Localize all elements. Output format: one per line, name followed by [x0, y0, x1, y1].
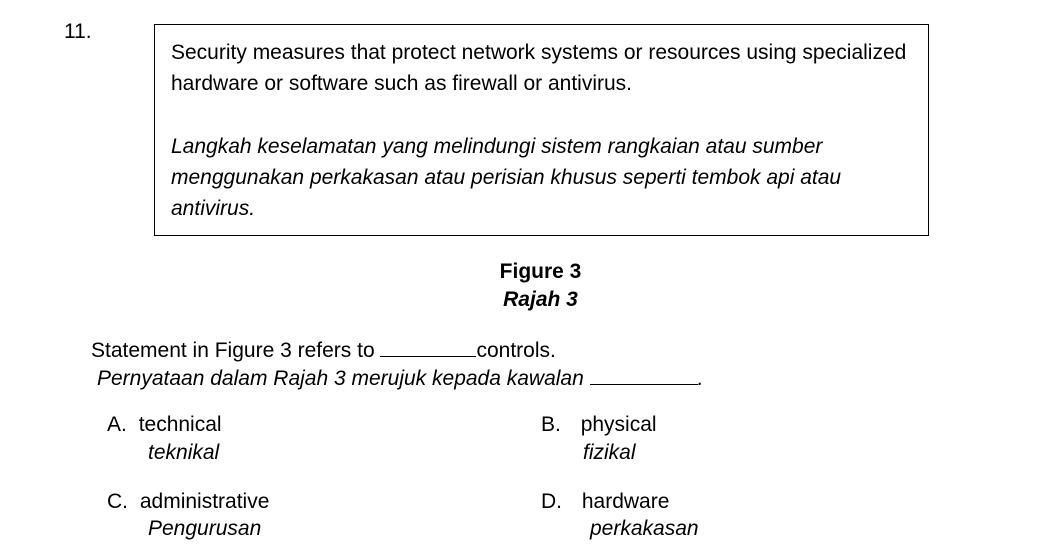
- statement-malay-before: Pernyataan dalam Rajah 3 merujuk kepada kawalan: [97, 367, 590, 390]
- statement-malay-after: .: [697, 367, 704, 390]
- statement-malay: [97, 366, 703, 391]
- figure-text-english: Security measures that protect network systems or resources using specialized hardware or software such as firewall or antivirus.: [171, 41, 907, 95]
- option-a-translation: [148, 441, 219, 465]
- question-number: 11.: [64, 20, 92, 43]
- answer-blank-malay: [590, 366, 698, 385]
- figure-box: [154, 24, 929, 236]
- figure-caption-malay: Rajah 3: [503, 288, 578, 311]
- option-b-sub: fizikal: [583, 441, 636, 464]
- figure-caption: Figure 3: [499, 260, 582, 283]
- option-c[interactable]: [107, 490, 269, 514]
- option-a-text: technical: [138, 413, 222, 436]
- statement-english-after: controls.: [476, 339, 556, 362]
- option-b[interactable]: [541, 413, 657, 437]
- option-c-translation: [148, 517, 261, 541]
- option-d-letter: D.: [541, 490, 562, 513]
- option-b-letter: B.: [541, 413, 561, 436]
- option-d[interactable]: [541, 490, 669, 514]
- option-c-sub: Pengurusan: [148, 517, 262, 540]
- figure-text-malay: Langkah keselamatan yang melindungi sistem rangkaian atau sumber menggunakan perkakasan atau perisian khusus seperti tembok api atau antivirus.: [171, 135, 842, 220]
- option-a[interactable]: [107, 413, 222, 437]
- option-a-letter: A.: [107, 413, 127, 436]
- option-d-sub: perkakasan: [590, 517, 699, 540]
- option-c-text: administrative: [139, 490, 270, 513]
- statement-english: [91, 338, 556, 363]
- option-c-letter: C.: [107, 490, 128, 513]
- statement-english-before: Statement in Figure 3 refers to: [91, 339, 381, 362]
- option-d-translation: [590, 517, 699, 541]
- option-b-translation: [583, 441, 636, 465]
- option-b-text: physical: [580, 413, 657, 436]
- answer-blank: [380, 338, 476, 357]
- option-a-sub: teknikal: [148, 441, 220, 464]
- option-d-text: hardware: [581, 490, 670, 513]
